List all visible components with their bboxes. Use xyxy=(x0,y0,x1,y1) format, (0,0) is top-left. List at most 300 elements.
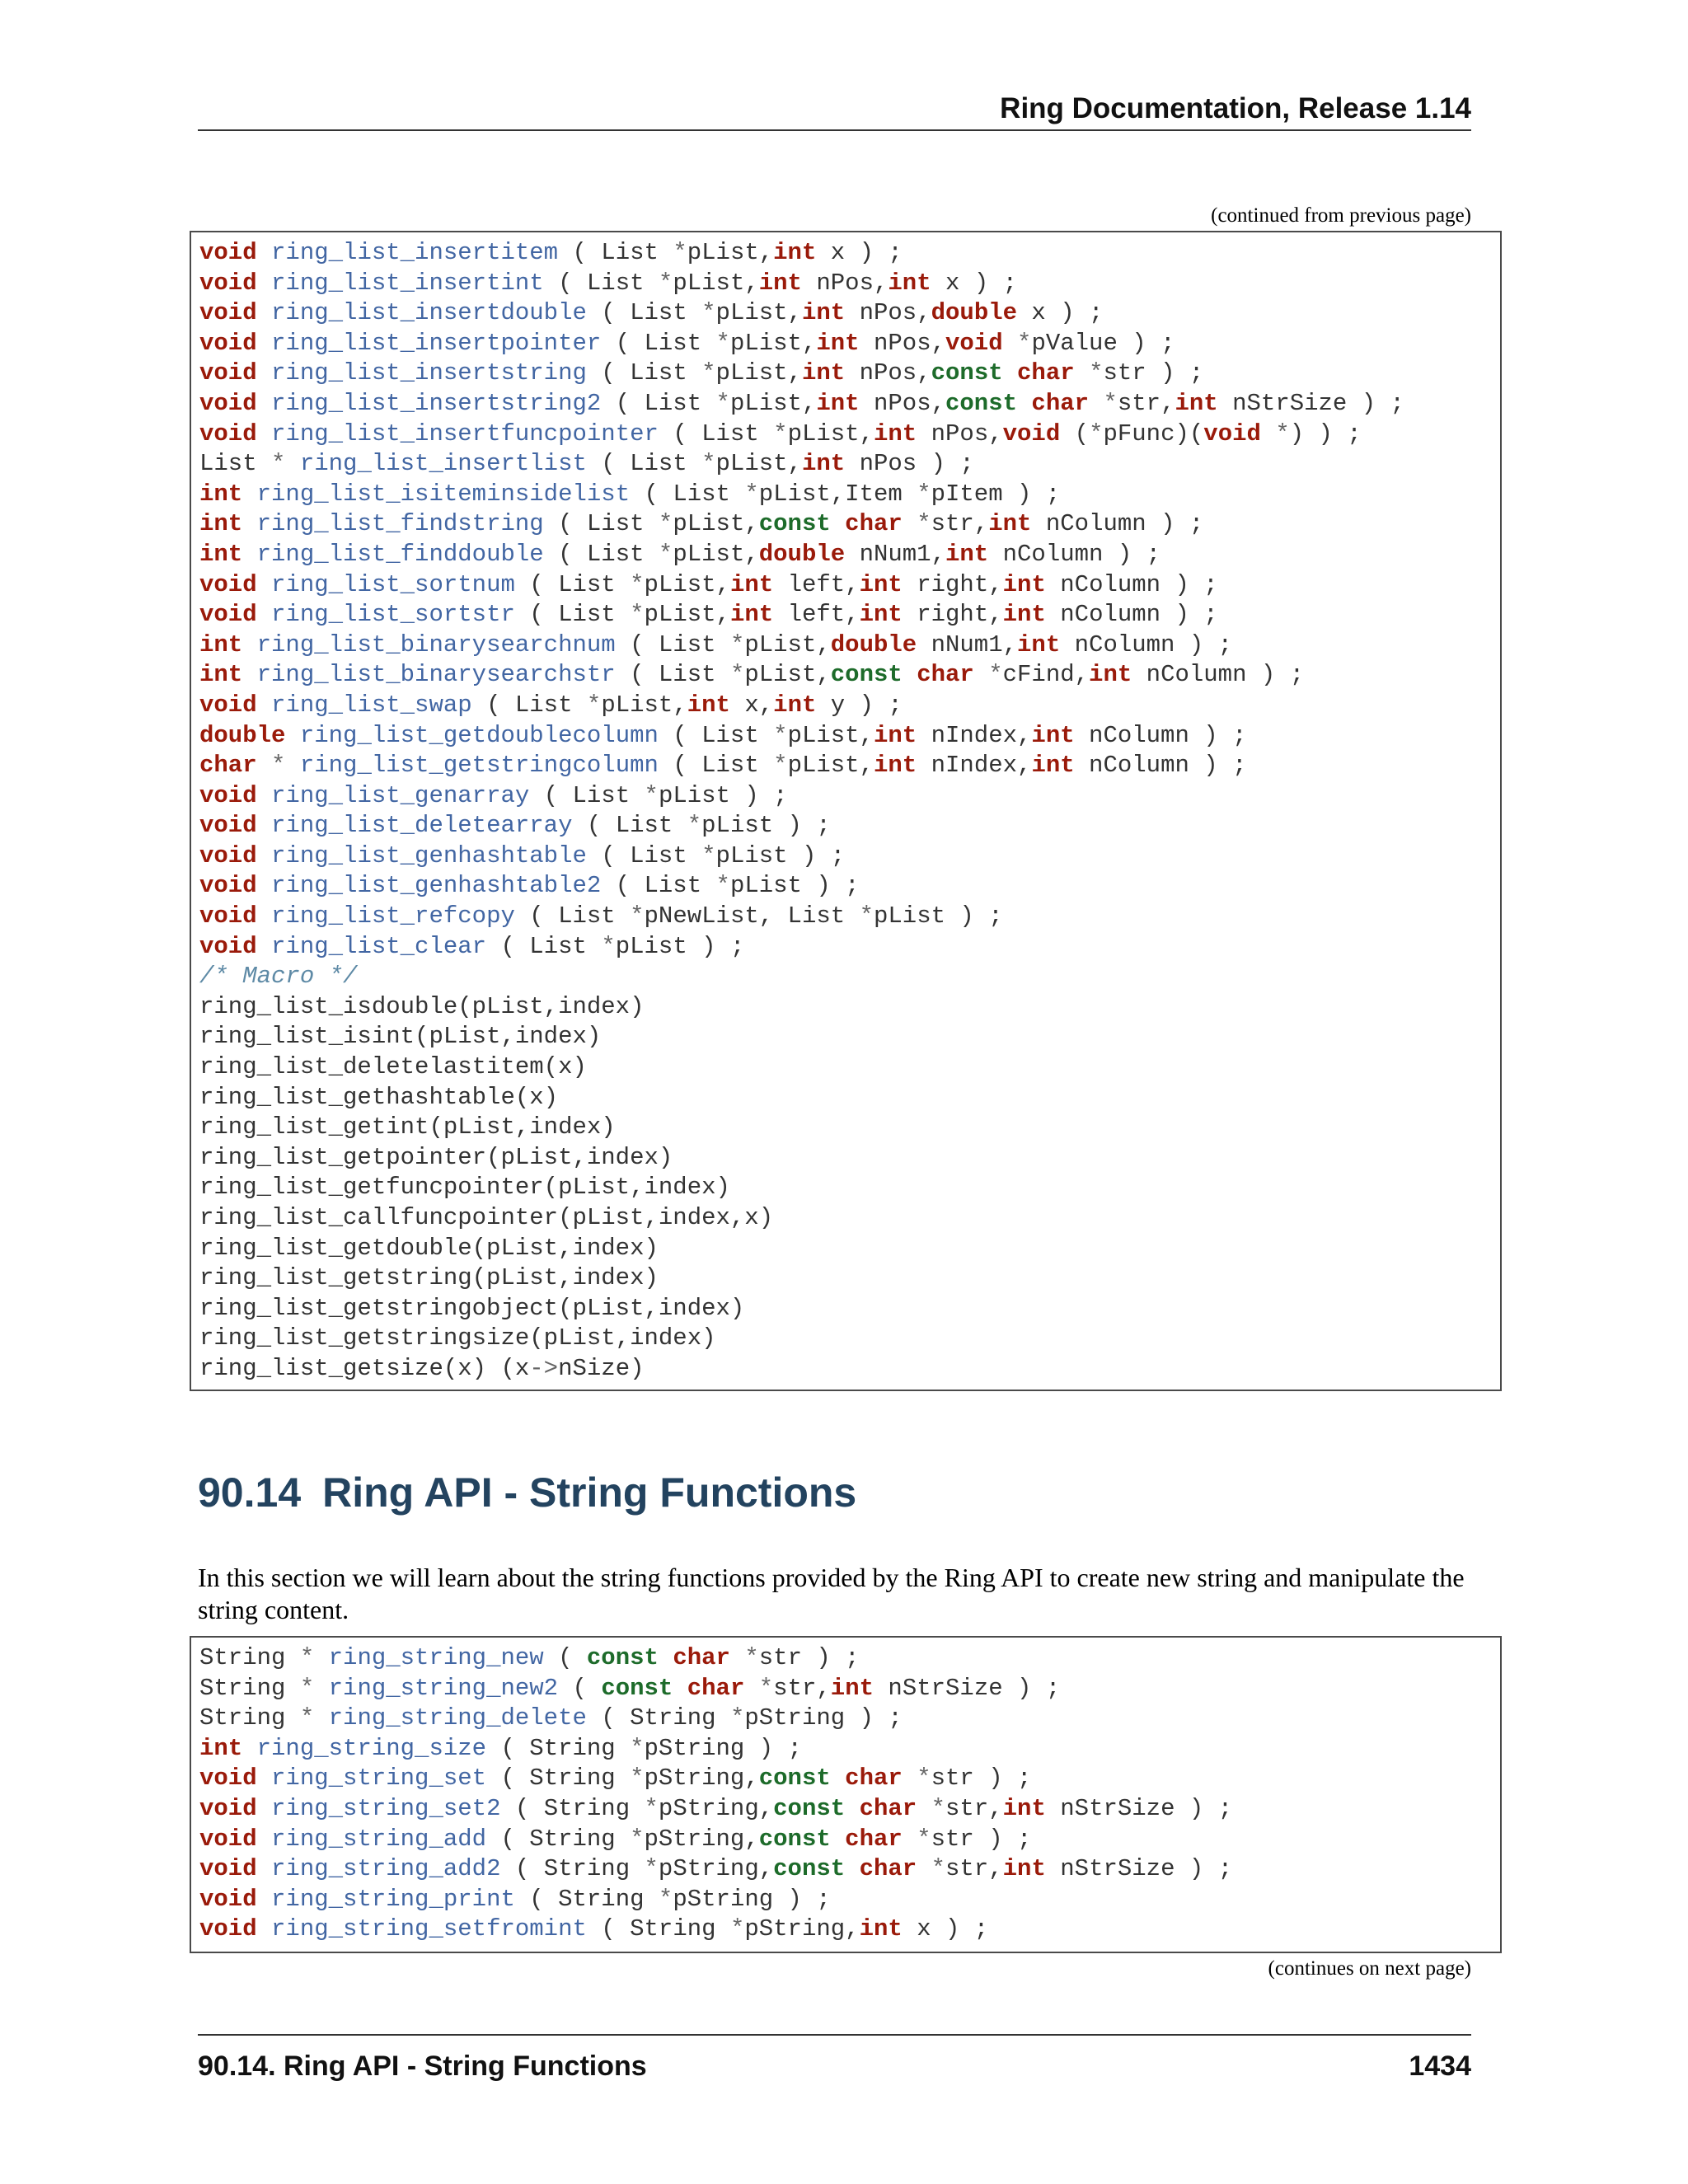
code-token: void xyxy=(199,841,257,869)
code-line xyxy=(199,630,1500,661)
code-token xyxy=(1017,390,1031,417)
code-token: int xyxy=(1017,630,1061,658)
code-token xyxy=(285,450,299,477)
code-line xyxy=(199,1083,1500,1113)
code-token xyxy=(917,1855,931,1882)
code-token: pList, xyxy=(715,299,802,327)
code-token: double xyxy=(931,299,1018,327)
code-token: char xyxy=(859,1855,917,1883)
code-line xyxy=(199,660,1500,691)
code-token: pNewList, List xyxy=(644,902,860,930)
code-token: pList ) ; xyxy=(729,872,860,900)
code-token: double xyxy=(758,540,846,568)
code-token: ( List xyxy=(586,450,702,478)
code-token: * xyxy=(917,1765,931,1793)
code-token: ring_list_gethashtable(x) xyxy=(199,1083,559,1111)
code-line xyxy=(199,1052,1500,1083)
code-line xyxy=(199,1643,1500,1674)
code-line xyxy=(199,570,1500,601)
code-token xyxy=(257,782,271,809)
code-token: ( List xyxy=(601,872,716,900)
code-token: const xyxy=(945,389,1018,417)
code-token: void xyxy=(199,812,257,840)
code-token: char xyxy=(845,1765,903,1793)
code-token: int xyxy=(801,450,846,478)
code-token xyxy=(845,1795,859,1822)
code-token xyxy=(903,510,917,537)
code-token: nColumn ) ; xyxy=(1060,630,1233,658)
code-token: nStrSize ) ; xyxy=(874,1674,1061,1702)
code-token: int xyxy=(888,269,931,297)
code-token: -> xyxy=(529,1354,559,1382)
code-line xyxy=(199,1113,1500,1143)
code-token: * xyxy=(773,419,788,448)
code-token: pList ) ; xyxy=(615,932,745,960)
code-token: int xyxy=(816,329,860,357)
code-token: const xyxy=(931,359,1003,387)
code-line xyxy=(199,932,1500,963)
section-intro-paragraph: In this section we will learn about the string functions provided by the Ring API to create new string and manipulate the string content. xyxy=(198,1563,1465,1624)
code-line xyxy=(199,1022,1500,1052)
code-token: int xyxy=(859,601,903,629)
code-token: int xyxy=(945,540,989,568)
code-line xyxy=(199,1143,1500,1174)
code-token: * xyxy=(630,902,645,930)
code-token: right, xyxy=(902,570,1003,598)
code-token: * xyxy=(773,752,788,780)
code-token: int xyxy=(1002,570,1046,598)
code-token: pList ) ; xyxy=(701,812,831,840)
code-token: ( String xyxy=(514,1885,659,1913)
code-token: pList, xyxy=(687,239,774,266)
code-token: ring_string_add xyxy=(271,1825,487,1853)
code-token: pList, xyxy=(729,329,817,357)
code-token: int xyxy=(729,601,774,629)
code-line xyxy=(199,811,1500,841)
code-line xyxy=(199,1294,1500,1324)
code-token: void xyxy=(199,419,257,448)
code-token: const xyxy=(758,510,831,538)
code-token: * xyxy=(658,269,673,297)
code-line xyxy=(199,691,1500,721)
code-token: pList, xyxy=(729,389,817,417)
code-token: ( List xyxy=(558,239,673,266)
code-token: * xyxy=(715,329,730,357)
code-token: pString, xyxy=(644,1825,759,1853)
code-token: str ) ; xyxy=(931,1765,1032,1793)
code-token: void xyxy=(199,1855,257,1883)
code-token: str, xyxy=(773,1674,831,1702)
code-line xyxy=(199,871,1500,902)
code-token: pList ) ; xyxy=(715,841,846,869)
code-line xyxy=(199,1885,1500,1915)
code-token: * xyxy=(729,630,745,658)
code-token: * xyxy=(773,721,788,749)
code-token xyxy=(257,359,271,387)
code-token: ( List xyxy=(630,480,745,508)
code-token xyxy=(242,480,256,508)
code-token: char xyxy=(687,1674,745,1702)
code-token: * xyxy=(630,1765,645,1793)
code-token: pList, xyxy=(787,419,874,448)
code-token: str, xyxy=(1117,389,1175,417)
code-token xyxy=(257,872,271,899)
code-token: nPos, xyxy=(859,329,945,357)
code-token: pList, xyxy=(744,661,831,689)
code-token xyxy=(1003,359,1017,387)
code-token: nPos ) ; xyxy=(845,450,974,478)
code-token: ring_list_binarysearchstr xyxy=(256,661,616,689)
code-token: void xyxy=(1002,419,1061,448)
code-token xyxy=(257,571,271,598)
code-line xyxy=(199,751,1500,781)
code-token xyxy=(285,752,299,779)
code-line xyxy=(199,1764,1500,1794)
code-token xyxy=(903,1765,917,1792)
code-token xyxy=(730,1644,744,1671)
code-token: ring_list_insertfuncpointer xyxy=(271,419,659,448)
code-token: ring_list_insertstring2 xyxy=(271,389,602,417)
code-token xyxy=(257,390,271,417)
code-token: str ) ; xyxy=(758,1644,860,1671)
code-token: str, xyxy=(945,1855,1003,1883)
code-token: int xyxy=(199,661,243,689)
code-line xyxy=(199,269,1500,299)
code-token: * xyxy=(758,1674,774,1702)
code-line xyxy=(199,1324,1500,1354)
code-token: void xyxy=(199,1915,257,1943)
code-token: ( List xyxy=(514,902,631,930)
code-token: * xyxy=(931,1855,946,1883)
code-token: void xyxy=(199,570,257,598)
page-header xyxy=(198,92,1471,131)
code-line xyxy=(199,1704,1500,1734)
code-token: str ) ; xyxy=(1103,359,1204,387)
code-token: pString, xyxy=(644,1765,759,1793)
code-token: nPos, xyxy=(845,299,931,327)
code-token: int xyxy=(873,721,917,749)
code-token: pItem ) ; xyxy=(931,480,1061,508)
code-token: char xyxy=(845,1825,903,1853)
code-token: ( String xyxy=(500,1855,645,1883)
code-token: * xyxy=(687,812,702,840)
code-token: * xyxy=(917,480,931,508)
code-line xyxy=(199,1825,1500,1855)
code-token: * xyxy=(586,691,602,719)
code-token: ring_list_deletearray xyxy=(271,812,573,840)
code-token: nStrSize ) ; xyxy=(1045,1855,1233,1883)
code-token: pList, xyxy=(673,540,759,568)
document-title: Ring Documentation, Release 1.14 xyxy=(1000,92,1471,124)
code-token xyxy=(744,1675,758,1702)
code-token: char xyxy=(1031,389,1090,417)
code-line xyxy=(199,1203,1500,1234)
code-token: int xyxy=(1031,721,1075,749)
code-token: const xyxy=(586,1644,659,1671)
code-line xyxy=(199,509,1500,540)
code-token xyxy=(257,933,271,960)
code-token: void xyxy=(199,1765,257,1793)
code-token: int xyxy=(830,1674,874,1702)
code-token: ring_list_refcopy xyxy=(271,902,515,930)
code-token: * xyxy=(729,661,745,689)
code-token: * xyxy=(1089,419,1104,448)
code-token: pString ) ; xyxy=(744,1704,903,1732)
code-line xyxy=(199,841,1500,872)
code-token: ring_list_isdouble(pList,index) xyxy=(199,992,645,1020)
code-token: ( String xyxy=(500,1794,645,1822)
code-token: * xyxy=(644,1794,659,1822)
code-token: ( List xyxy=(543,269,659,297)
code-token: int xyxy=(773,691,817,719)
code-token xyxy=(257,420,271,448)
code-token: * xyxy=(859,902,874,930)
code-token: ring_list_swap xyxy=(271,691,472,719)
code-token: nSize) xyxy=(558,1354,645,1382)
code-token: left, xyxy=(773,601,860,629)
code-token: ( List xyxy=(658,752,774,780)
code-token xyxy=(1089,390,1103,417)
code-token: int xyxy=(729,570,774,598)
code-token: nNum1, xyxy=(917,630,1018,658)
code-line xyxy=(199,1354,1500,1385)
code-token: ( List xyxy=(601,389,716,417)
code-token: void xyxy=(199,932,257,960)
code-token: pList,Item xyxy=(758,480,917,508)
code-token: ring_list_insertlist xyxy=(299,450,587,478)
code-token xyxy=(1075,359,1089,387)
code-token: ring_list_sortstr xyxy=(271,601,515,629)
code-token: pList, xyxy=(673,510,759,538)
code-token: * xyxy=(1017,329,1032,357)
code-token: ( String xyxy=(586,1915,730,1943)
code-token xyxy=(257,752,271,779)
code-token: pValue ) ; xyxy=(1031,329,1175,357)
code-token: ring_list_isint(pList,index) xyxy=(199,1023,602,1051)
code-token xyxy=(257,1795,271,1822)
code-token: * xyxy=(271,752,286,780)
code-token: ring_list_getpointer(pList,index) xyxy=(199,1143,673,1171)
code-token: pList, xyxy=(787,752,874,780)
code-line xyxy=(199,449,1500,480)
code-token: void xyxy=(199,389,257,417)
code-token: * xyxy=(1275,419,1290,448)
code-token: x ) ; xyxy=(816,239,903,266)
code-token: void xyxy=(1203,419,1261,448)
code-token: ring_list_genhashtable xyxy=(271,841,587,869)
code-token: pString, xyxy=(658,1855,774,1883)
code-line xyxy=(199,389,1500,419)
code-token: pList ) ; xyxy=(873,902,1003,930)
code-token: ring_list_getstringobject(pList,index) xyxy=(199,1294,745,1322)
code-token: int xyxy=(816,389,860,417)
code-token: int xyxy=(199,510,243,538)
code-token: int xyxy=(773,239,817,266)
code-token: ( String xyxy=(486,1825,631,1853)
code-token: void xyxy=(199,359,257,387)
code-token: void xyxy=(199,691,257,719)
code-token: ( List xyxy=(658,419,774,448)
code-token: nPos, xyxy=(845,359,931,387)
code-token: ring_list_getdouble(pList,index) xyxy=(199,1234,659,1262)
code-token: ring_list_insertitem xyxy=(271,239,559,266)
code-token: * xyxy=(917,510,931,538)
code-block-list-functions xyxy=(190,231,1502,1391)
section-number: 90.14 xyxy=(198,1469,302,1516)
code-token: * xyxy=(299,1674,315,1702)
code-token xyxy=(1261,420,1275,448)
code-token: ( List xyxy=(572,812,687,840)
code-token: int xyxy=(801,299,846,327)
code-token: String xyxy=(199,1644,300,1671)
code-token xyxy=(257,269,271,297)
code-token: void xyxy=(199,329,257,357)
code-token: int xyxy=(199,630,243,658)
code-token: int xyxy=(1002,601,1046,629)
code-token: nColumn ) ; xyxy=(988,540,1161,568)
code-token: str ) ; xyxy=(931,1825,1032,1853)
code-token xyxy=(257,691,271,719)
code-token: ( List xyxy=(586,299,702,327)
code-token: pString, xyxy=(744,1915,860,1943)
code-token: str, xyxy=(931,510,989,538)
code-token: * xyxy=(701,841,716,869)
code-token: ( String xyxy=(586,1704,730,1732)
code-line xyxy=(199,1173,1500,1203)
code-token: char xyxy=(917,661,974,689)
code-token: nPos, xyxy=(917,419,1003,448)
code-token: * xyxy=(299,1704,315,1732)
code-token: int xyxy=(1002,1794,1046,1822)
code-token xyxy=(257,299,271,326)
code-token: ring_list_sortnum xyxy=(271,570,515,598)
code-token xyxy=(257,902,271,930)
code-token: nColumn ) ; xyxy=(1074,752,1247,780)
code-token: void xyxy=(199,781,257,809)
code-token: void xyxy=(199,902,257,930)
code-line xyxy=(199,781,1500,812)
code-token: /* Macro */ xyxy=(199,963,358,991)
code-token: ring_list_binarysearchnum xyxy=(256,630,616,658)
code-token: ( xyxy=(543,1644,587,1671)
code-token xyxy=(314,1644,328,1671)
code-token: int xyxy=(1031,752,1075,780)
code-token: void xyxy=(199,239,257,266)
code-token: nColumn ) ; xyxy=(1132,661,1305,689)
code-token: * xyxy=(1103,389,1118,417)
code-token xyxy=(257,842,271,869)
code-token: ( List xyxy=(658,721,774,749)
code-line xyxy=(199,419,1500,450)
code-token: x, xyxy=(729,691,774,719)
code-token: ring_list_genarray xyxy=(271,781,530,809)
code-token: void xyxy=(199,269,257,297)
code-token: char xyxy=(673,1644,730,1671)
code-token xyxy=(673,1675,687,1702)
code-token: nPos, xyxy=(801,269,889,297)
continues-on-label: (continues on next page) xyxy=(1268,1957,1471,1980)
code-line xyxy=(199,480,1500,510)
code-token: pList ) ; xyxy=(658,781,788,809)
code-token: * xyxy=(673,239,687,266)
code-token: pString, xyxy=(658,1794,774,1822)
code-token: nNum1, xyxy=(845,540,945,568)
code-token: ring_string_setfromint xyxy=(271,1915,587,1943)
code-line xyxy=(199,359,1500,389)
code-token: * xyxy=(658,1885,673,1913)
code-token: double xyxy=(830,630,917,658)
code-token: void xyxy=(199,299,257,327)
code-token: str, xyxy=(945,1794,1003,1822)
code-token: String xyxy=(199,1704,300,1732)
code-token: ( List xyxy=(586,359,702,387)
code-token: int xyxy=(199,1734,243,1762)
code-token: pString ) ; xyxy=(673,1885,831,1913)
code-token: * xyxy=(630,601,645,629)
code-token: pList, xyxy=(787,721,874,749)
code-token xyxy=(257,239,271,266)
code-token xyxy=(242,1735,256,1762)
code-token: ring_list_callfuncpointer(pList,index,x) xyxy=(199,1204,774,1231)
code-token: String xyxy=(199,1674,300,1702)
code-token: const xyxy=(830,661,903,689)
code-token: * xyxy=(744,480,759,508)
code-token: ring_list_getstringcolumn xyxy=(299,752,659,780)
code-token: pList, xyxy=(601,691,687,719)
code-line xyxy=(199,600,1500,630)
code-token: left, xyxy=(773,570,860,598)
code-token: * xyxy=(701,299,716,327)
code-token: * xyxy=(630,1734,645,1762)
code-token xyxy=(917,1795,931,1822)
code-token: x ) ; xyxy=(1017,299,1104,327)
code-token: * xyxy=(658,540,673,568)
code-token xyxy=(831,510,845,537)
code-token: ( List xyxy=(615,661,730,689)
code-line xyxy=(199,298,1500,329)
code-line xyxy=(199,1263,1500,1294)
code-line xyxy=(199,1734,1500,1765)
code-token: * xyxy=(701,359,716,387)
code-lines xyxy=(199,1643,1500,1945)
code-token: * xyxy=(299,1644,315,1671)
code-token: ring_list_getfuncpointer(pList,index) xyxy=(199,1174,730,1202)
code-line xyxy=(199,1234,1500,1264)
code-token: ring_list_getdoublecolumn xyxy=(299,721,659,749)
code-token: int xyxy=(199,540,243,568)
code-token: char xyxy=(1017,359,1075,387)
code-token: nColumn ) ; xyxy=(1045,570,1218,598)
code-token: int xyxy=(988,510,1032,538)
page-footer xyxy=(198,2034,1471,2082)
code-token: ring_list_getint(pList,index) xyxy=(199,1113,616,1141)
code-token: nStrSize ) ; xyxy=(1045,1794,1233,1822)
code-token xyxy=(845,1855,859,1882)
code-token xyxy=(242,541,256,568)
code-token: int xyxy=(873,752,917,780)
code-token: ring_list_getsize(x) (x xyxy=(199,1354,530,1382)
footer-section-label: 90.14. Ring API - String Functions xyxy=(198,2050,647,2082)
code-token: pFunc)( xyxy=(1103,419,1204,448)
code-token xyxy=(257,1886,271,1913)
code-token xyxy=(257,812,271,839)
code-token: double xyxy=(199,721,286,749)
code-token: * xyxy=(729,1915,745,1943)
code-token: const xyxy=(758,1765,831,1793)
code-token: ( List xyxy=(543,540,659,568)
code-token: void xyxy=(199,872,257,900)
section-title: Ring API - String Functions xyxy=(322,1469,857,1516)
